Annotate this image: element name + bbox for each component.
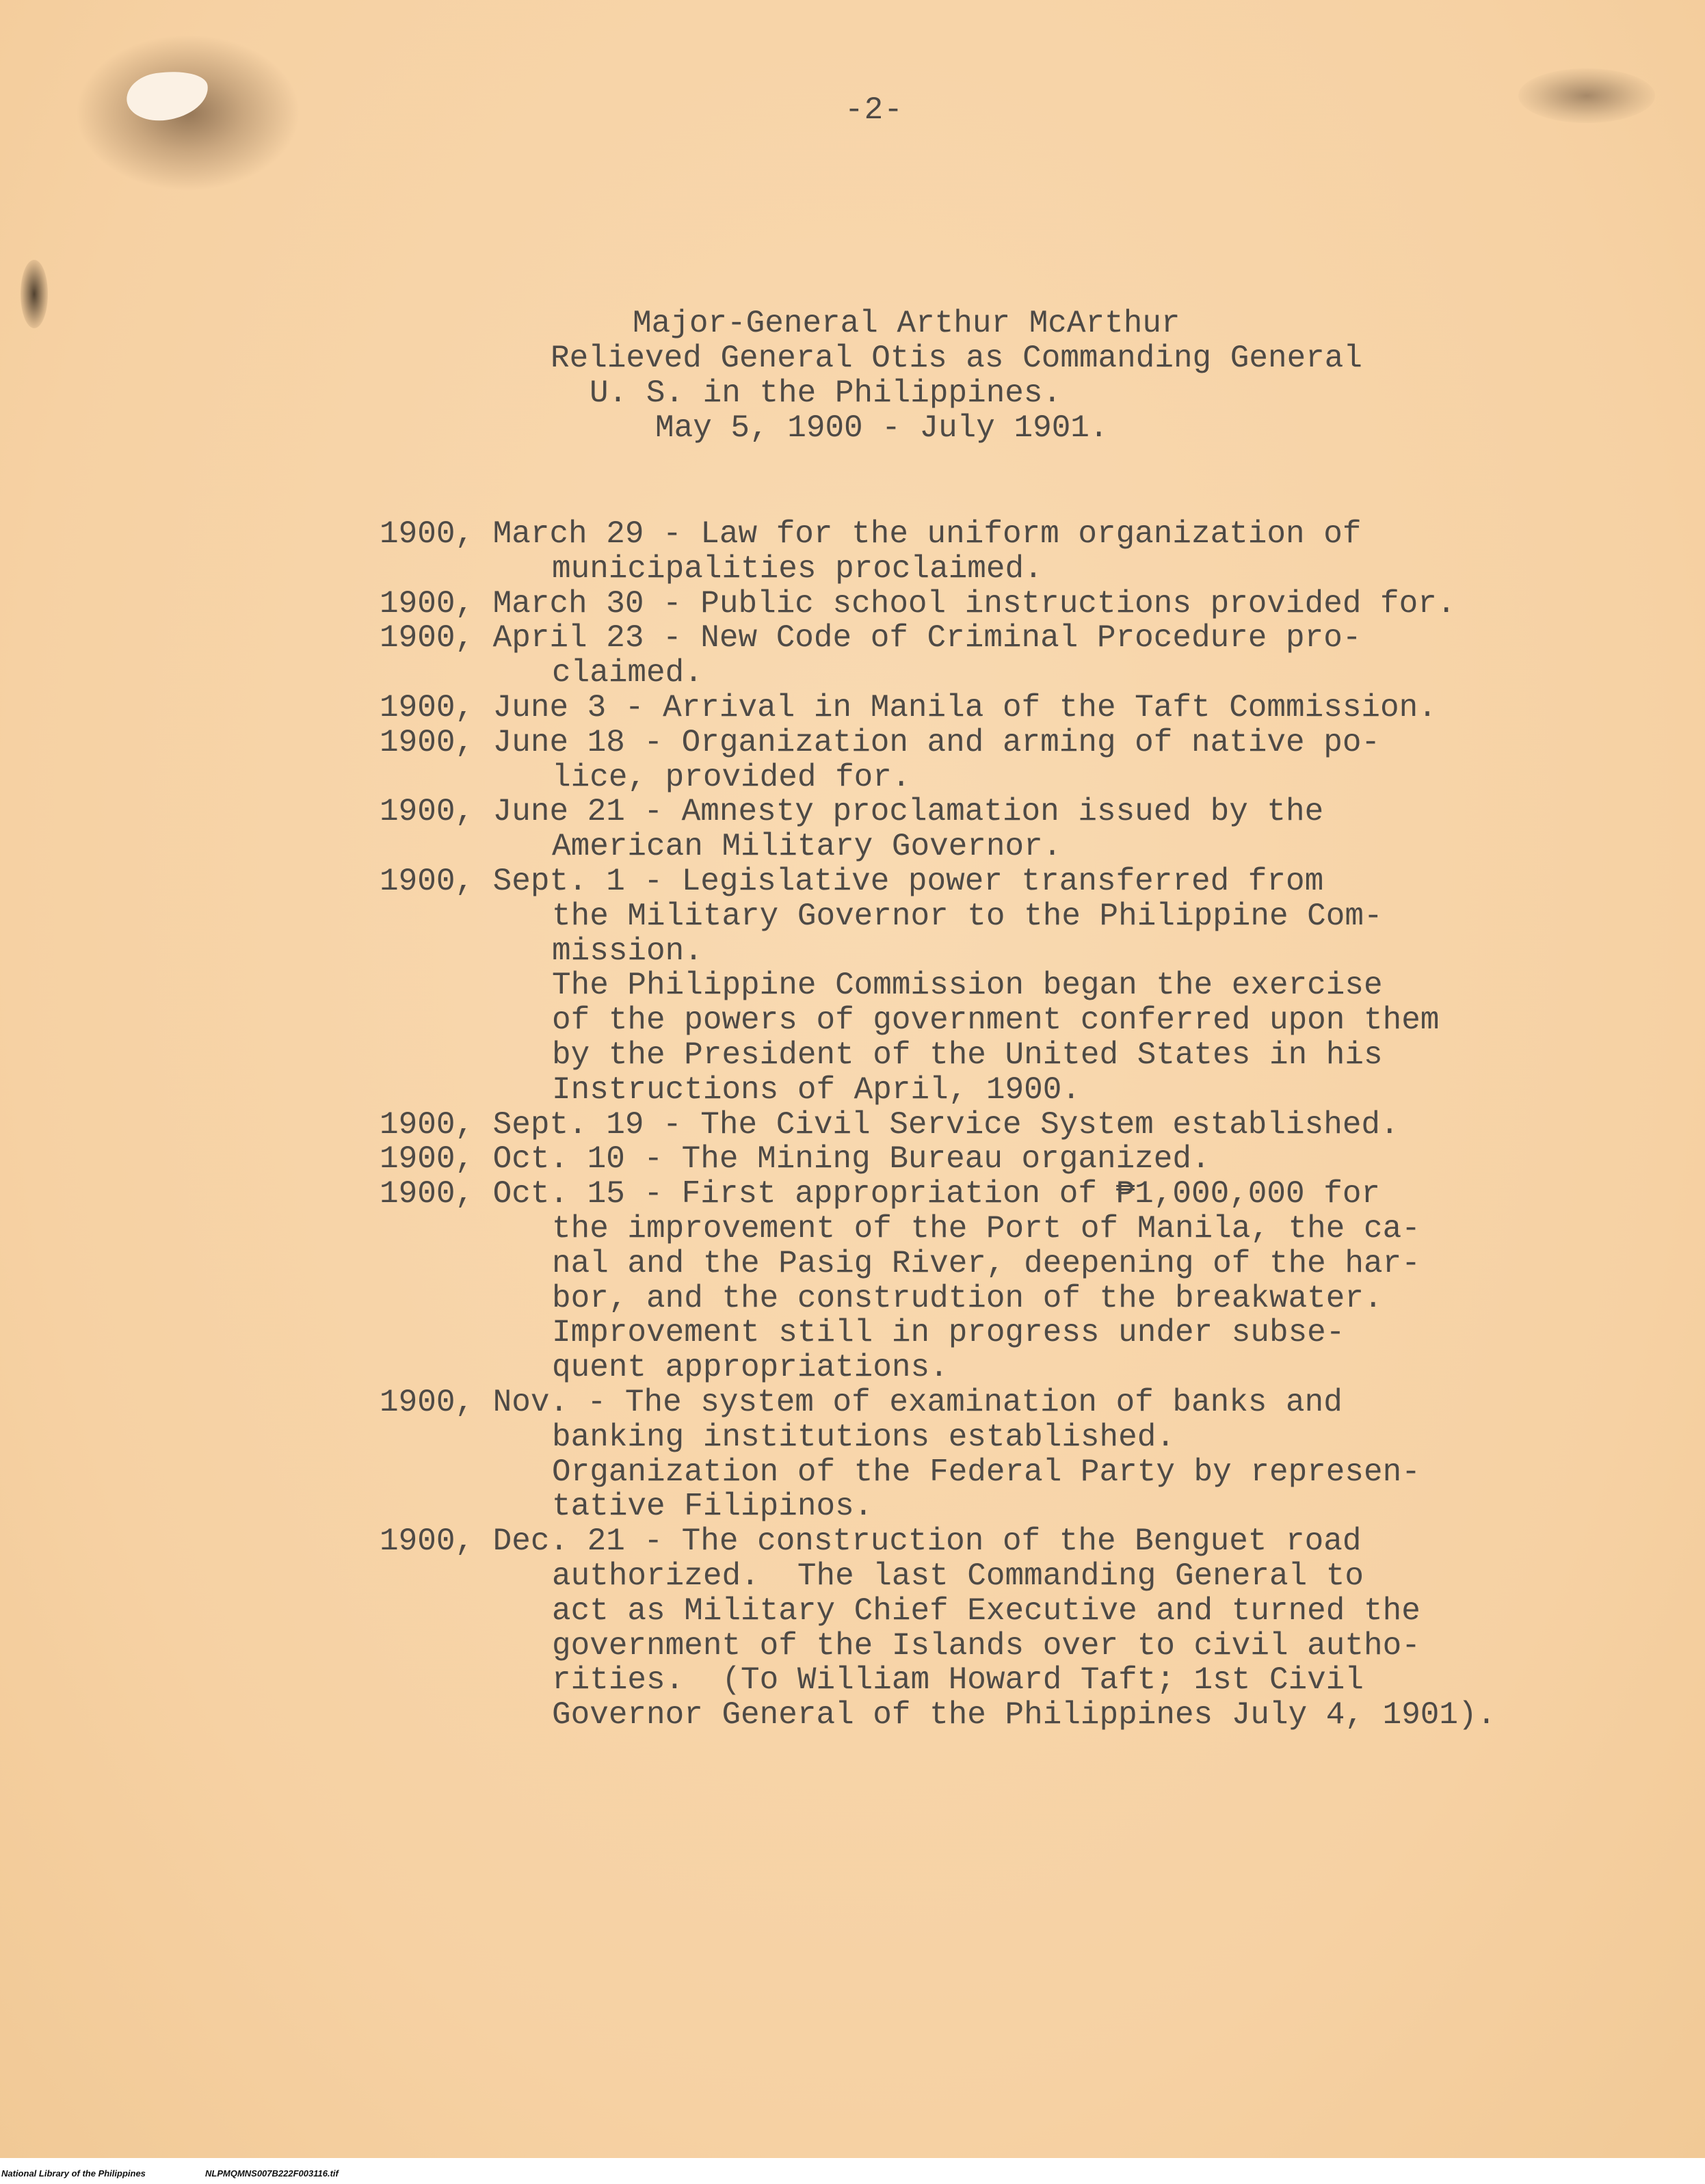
entry-continuation-line: the improvement of the Port of Manila, the ca- <box>552 1210 1420 1247</box>
entry-date-line: 1900, June 3 - Arrival in Manila of the Taft Commission. <box>380 689 1437 725</box>
archive-footer <box>0 2158 1705 2184</box>
entry-continuation-line: quent appropriations. <box>552 1350 949 1386</box>
entry-date-line: 1900, Sept. 19 - The Civil Service System established. <box>380 1106 1399 1143</box>
chronology-entry <box>380 1524 1665 1733</box>
entry-date-line: 1900, Dec. 21 - The construction of the Benguet road <box>380 1523 1362 1560</box>
entry-continuation-line: banking institutions established. <box>552 1419 1175 1455</box>
chronology-entry <box>380 725 1665 795</box>
heading-line: U. S. in the Philippines. <box>590 375 1062 411</box>
entry-continuation-line: Instructions of April, 1900. <box>552 1071 1081 1108</box>
entry-date-line: 1900, Oct. 15 - First appropriation of ₱1,000,000 for <box>380 1176 1381 1212</box>
entry-continuation-line: Organization of the Federal Party by represen- <box>552 1454 1420 1490</box>
entry-continuation-line: rities. (To William Howard Taft; 1st Civil <box>552 1662 1364 1699</box>
chronology-entry <box>380 621 1665 691</box>
chronology-entry <box>380 795 1665 864</box>
entry-continuation-line: of the powers of government conferred upon them <box>552 1002 1440 1039</box>
entry-continuation-line: bor, and the construdtion of the breakwater. <box>552 1280 1383 1316</box>
heading-line: Relieved General Otis as Commanding General <box>551 341 1362 376</box>
footer-filename: NLPMQMNS007B222F003116.tif <box>205 2168 339 2179</box>
chronology-entry <box>380 1142 1665 1177</box>
heading-line: Major-General Arthur McArthur <box>633 306 1180 341</box>
paper-hole <box>124 66 212 125</box>
entry-continuation-line: authorized. The last Commanding General to <box>552 1558 1364 1594</box>
entry-continuation-line: mission. <box>552 933 703 969</box>
entry-continuation-line: government of the Islands over to civil autho- <box>552 1627 1420 1664</box>
entry-date-line: 1900, April 23 - New Code of Criminal Procedure pro- <box>380 620 1362 656</box>
entry-continuation-line: nal and the Pasig River, deepening of the har- <box>552 1245 1420 1281</box>
entry-continuation-line: tative Filipinos. <box>552 1489 873 1525</box>
page-number: -2- <box>845 92 903 128</box>
entry-continuation-line: The Philippine Commission began the exercise <box>552 968 1383 1004</box>
entry-continuation-line: lice, provided for. <box>552 759 911 795</box>
staple-mark <box>1518 68 1655 123</box>
entry-date-line: 1900, Nov. - The system of examination of banks and <box>380 1384 1343 1420</box>
ink-spot <box>21 260 48 328</box>
footer-library: National Library of the Philippines <box>1 2168 146 2179</box>
chronology-entry <box>380 1108 1665 1143</box>
chronology-entry <box>380 587 1665 622</box>
chronology-entry <box>380 517 1665 587</box>
entry-continuation-line: act as Military Chief Executive and turned the <box>552 1593 1420 1629</box>
chronology-list <box>380 517 1665 1733</box>
entry-continuation-line: the Military Governor to the Philippine Com- <box>552 898 1383 934</box>
chronology-entry <box>380 864 1665 1108</box>
chronology-entry <box>380 1177 1665 1385</box>
entry-continuation-line: claimed. <box>552 655 703 691</box>
entry-continuation-line: Improvement still in progress under subse- <box>552 1315 1345 1351</box>
entry-date-line: 1900, Oct. 10 - The Mining Bureau organized. <box>380 1141 1211 1177</box>
chronology-entry <box>380 1385 1665 1524</box>
chronology-entry <box>380 691 1665 725</box>
entry-date-line: 1900, March 29 - Law for the uniform organization of <box>380 516 1362 552</box>
entry-date-line: 1900, Sept. 1 - Legislative power transferred from <box>380 863 1324 899</box>
entry-date-line: 1900, March 30 - Public school instructions provided for. <box>380 585 1456 622</box>
heading-line: May 5, 1900 - July 1901. <box>655 410 1109 446</box>
entry-continuation-line: Governor General of the Philippines July 4, 1901). <box>552 1697 1496 1733</box>
entry-continuation-line: by the President of the United States in his <box>552 1037 1383 1073</box>
entry-date-line: 1900, June 21 - Amnesty proclamation issued by the <box>380 794 1324 830</box>
entry-continuation-line: municipalities proclaimed. <box>552 550 1043 587</box>
entry-continuation-line: American Military Governor. <box>552 829 1062 865</box>
entry-date-line: 1900, June 18 - Organization and arming of native po- <box>380 724 1381 760</box>
